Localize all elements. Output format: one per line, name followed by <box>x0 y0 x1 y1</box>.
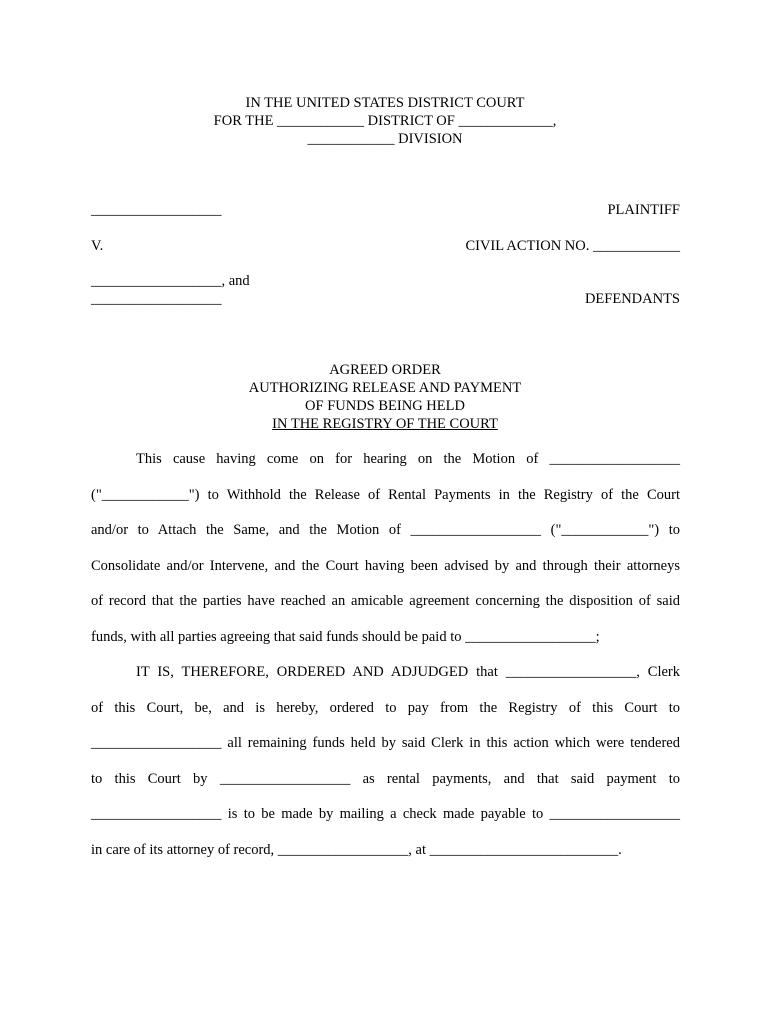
paragraph-line: __________________ is to be made by mailing a check made payable to __________________ <box>91 806 680 822</box>
paragraph-line: and/or to Attach the Same, and the Motion of __________________ ("____________") to <box>91 522 680 538</box>
district-line: FOR THE ____________ DISTRICT OF _____________, <box>213 113 557 129</box>
paragraph-line: Consolidate and/or Intervene, and the Court having been advised by and through their attorneys <box>91 557 680 574</box>
court-name-line: IN THE UNITED STATES DISTRICT COURT <box>245 95 525 111</box>
plaintiff-blank: __________________ <box>91 202 222 218</box>
versus-label: V. <box>91 238 104 254</box>
order-title-line-3: OF FUNDS BEING HELD <box>305 398 465 414</box>
division-line: ____________ DIVISION <box>307 131 463 147</box>
paragraph-line: __________________ all remaining funds held by said Clerk in this action which were tendered <box>91 735 680 751</box>
defendant-blank-1: __________________, and <box>91 273 250 289</box>
order-title-line-1: AGREED ORDER <box>329 362 441 378</box>
paragraph-line: funds, with all parties agreeing that said funds should be paid to __________________; <box>91 628 600 645</box>
paragraph-line: IT IS, THEREFORE, ORDERED AND ADJUDGED that __________________, Clerk <box>136 664 680 680</box>
order-paragraph <box>91 663 680 876</box>
plaintiff-label: PLAINTIFF <box>607 202 680 218</box>
paragraph-line: to this Court by __________________ as rental payments, and that said payment to <box>91 770 680 787</box>
defendants-label: DEFENDANTS <box>584 291 680 307</box>
recital-paragraph <box>91 450 680 663</box>
paragraph-line: This cause having come on for hearing on the Motion of __________________ <box>136 451 680 467</box>
civil-action-number: CIVIL ACTION NO. ____________ <box>465 238 680 254</box>
order-title-line-4 <box>0 415 770 433</box>
paragraph-line: of this Court, be, and is hereby, ordered to pay from the Registry of this Court to <box>91 699 680 716</box>
order-title-line-2: AUTHORIZING RELEASE AND PAYMENT <box>248 380 522 396</box>
defendant-blank-2: __________________ <box>91 291 222 307</box>
paragraph-line: of record that the parties have reached an amicable agreement concerning the disposition of said <box>91 593 680 609</box>
paragraph-line: in care of its attorney of record, __________________, at __________________________. <box>91 841 622 858</box>
order-title-underlined: IN THE REGISTRY OF THE COURT <box>272 416 498 432</box>
paragraph-line: ("____________") to Withhold the Release of Rental Payments in the Registry of the Court <box>91 486 680 503</box>
